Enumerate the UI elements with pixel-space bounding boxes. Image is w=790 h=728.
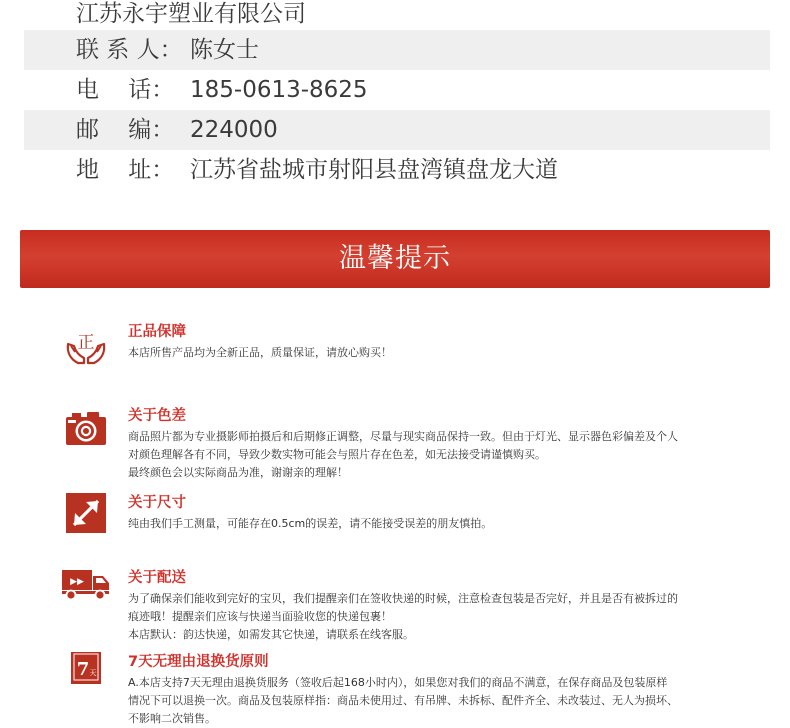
- svg-text:天: 天: [89, 669, 97, 677]
- tip-title: 关于色差: [128, 408, 186, 424]
- company-name-text: 江苏永宇塑业有限公司: [76, 1, 306, 27]
- contact-row-address: [24, 150, 770, 190]
- tip-title: 关于尺寸: [128, 495, 186, 511]
- tip-text: 情况下可以退换一次。商品及包装原样指：商品未使用过、有吊牌、未拆标、配件齐全、未改装过、无人为损坏、: [128, 694, 678, 707]
- contact-info: [24, 0, 770, 190]
- hands-genuine-icon: [62, 322, 110, 370]
- tip-title: 正品保障: [128, 324, 186, 340]
- seven-day-calendar-icon: [62, 652, 110, 700]
- contact-label: 电 话：: [76, 77, 175, 103]
- tip-text: 对颜色理解各有不同，导致少数实物可能会与照片存在色差，如无法接受请谨慎购买。: [128, 448, 546, 461]
- tip-title: 关于配送: [128, 570, 186, 586]
- tip-text: A.本店支持7天无理由退换货服务（签收后起168小时内），如果您对我们的商品不满意，在保存商品及包装原样: [128, 676, 668, 689]
- camera-icon: [62, 406, 110, 454]
- tip-text: 商品照片都为专业摄影师拍摄后和后期修正调整，尽量与现实商品保持一致。但由于灯光、显示器色彩偏差及个人: [128, 430, 678, 443]
- banner-title: 温馨提示: [339, 243, 451, 274]
- delivery-truck-icon: [62, 568, 110, 616]
- tip-text: 为了确保亲们能收到完好的宝贝，我们提醒亲们在签收快递的时候，注意检查包装是否完好，并且是否有被拆过的: [128, 592, 678, 605]
- tip-text: 本店所售产品均为全新正品，质量保证，请放心购买！: [128, 346, 392, 359]
- tip-text: 本店默认：韵达快递，如需发其它快递，请联系在线客服。: [128, 628, 414, 641]
- tip-text: 最终颜色会以实际商品为准，谢谢亲的理解！: [128, 466, 348, 479]
- svg-text:正: 正: [77, 333, 95, 353]
- company-name: [24, 0, 770, 30]
- contact-value: 224000: [190, 117, 278, 143]
- contact-value: 陈女士: [190, 37, 259, 63]
- resize-arrow-icon: [62, 493, 110, 541]
- tip-text: 不影响二次销售。: [128, 712, 216, 725]
- contact-value: 185-0613-8625: [190, 77, 368, 103]
- contact-row-postcode: [24, 110, 770, 150]
- contact-value: 江苏省盐城市射阳县盘湾镇盘龙大道: [190, 157, 558, 183]
- tip-title: 7天无理由退换货原则: [128, 654, 269, 670]
- svg-text:▶▶: ▶▶: [70, 577, 84, 587]
- tip-text: 纯由我们手工测量，可能存在0.5cm的误差，请不能接受误差的朋友慎拍。: [128, 517, 493, 530]
- warm-tips-banner: [20, 230, 770, 288]
- contact-label: 联 系 人：: [76, 37, 183, 63]
- tip-text: 痕迹哦！提醒亲们应该与快递当面验收您的快递包裹！: [128, 610, 392, 623]
- contact-row-person: [24, 30, 770, 70]
- contact-label: 邮 编：: [76, 117, 175, 143]
- svg-text:7: 7: [76, 659, 90, 680]
- contact-label: 地 址：: [76, 157, 175, 183]
- contact-row-phone: [24, 70, 770, 110]
